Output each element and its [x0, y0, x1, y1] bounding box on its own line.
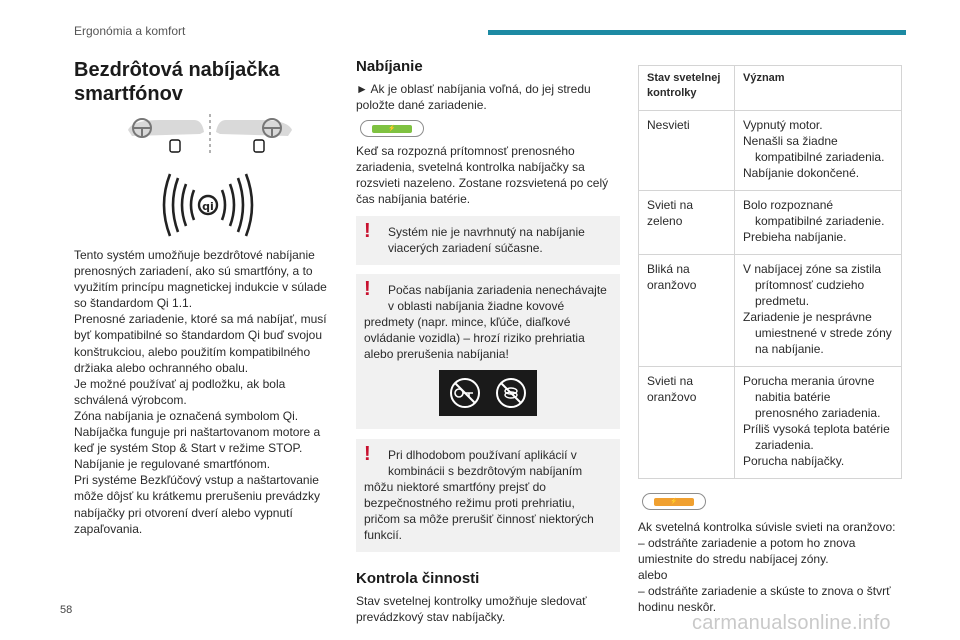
table-header-cell: Význam [735, 66, 902, 111]
charger-location-icon [170, 140, 180, 152]
page-title [74, 58, 336, 106]
warning-icon: ! [364, 220, 371, 242]
table-cell-state: Svieti na zeleno [639, 191, 735, 255]
orange-remedy-text: Ak svetelná kontrolka súvisle svieti na oranžovo: – odstráňte zariadenie a potom ho znova umiestnite do stredu nabíjacej zóny. alebo – odstráňte zariadenie a skúste to znova o štvrť hodinu neskôr. [638, 520, 896, 614]
section-heading-control: Kontrola činnosti [356, 570, 480, 587]
table-cell-meaning: Porucha merania úrovne nabitia batérie prenosného zariadenia. Príliš vysoká teplota batérie zariadenia. Porucha nabíjačky. [735, 367, 902, 479]
warning-box-metal-objects: ! Počas nabíjania zariadenia nenechávajte v oblasti nabíjania žiadne kovové predmety (napr. mince, kľúče, diaľkové ovládanie vozidla) – hrozí riziko prehriatia alebo prerušenia nabíjania! [356, 274, 620, 429]
lightning-icon: ⚡ [654, 498, 694, 506]
indicator-status-table [638, 65, 902, 479]
warning-box-overheating: ! Pri dlhodobom používaní aplikácií v kombinácii s bezdrôtovým nabíjaním môžu niektoré smartfóny prejsť do bezpečnostného režimu proti prehriatiu, pričom sa môže prerušiť činnosť niektorých funkcií. [356, 439, 620, 552]
lightning-icon: ⚡ [372, 125, 412, 133]
svg-text:qi: qi [202, 200, 214, 213]
warning-icon: ! [364, 443, 371, 465]
charger-location-icon [254, 140, 264, 152]
table-cell-meaning: Vypnutý motor. Nenašli sa žiadne kompatibilné zariadenia. Nabíjanie dokončené. [735, 111, 902, 191]
table-row [639, 191, 902, 255]
page-number: 58 [60, 604, 73, 616]
table-row [639, 367, 902, 479]
section-heading-charging: Nabíjanie [356, 58, 423, 75]
title-line: smartfónov [74, 83, 183, 105]
table-header-row [639, 66, 902, 111]
title-line: Bezdrôtová nabíjačka [74, 59, 280, 81]
car-interior-illustration [120, 112, 300, 164]
column-right [638, 58, 902, 615]
qi-wireless-icon [158, 172, 258, 238]
table-row [639, 255, 902, 367]
no-metal-objects-icon [439, 370, 537, 416]
detected-text: Keď sa rozpozná prítomnosť prenosného zariadenia, svetelná kontrolka nabíjačky sa rozsvieti nazeleno. Zostane rozsvietená po celý čas nabíjania batérie. [356, 144, 609, 206]
intro-text: Tento systém umožňuje bezdrôtové nabíjanie prenosných zariadení, ako sú smartfóny, a to využitím princípu magnetickej indukcie v súlade so štandardom Qi 1.1. Prenosné zariadenie, ktoré sa má nabíjať, musí byť kompatibilné so štandardom Qi buď svojou konštrukciou, alebo použitím kompatibilného držiaka alebo ochranného obalu. Je možné používať aj podložku, ak bola schválená výrobcom. Zóna nabíjania je označená symbolom Qi. Nabíjačka funguje pri naštartovanom motore a keď je systém Stop & Start v režime STOP. Nabíjanie je regulované smartfónom. Pri systéme Bezkľúčový vstup a naštartovanie môže dôjsť ku krátkemu prerušeniu prevádzky nabíjačky pri otvorení dverí alebo vypnutí zapaľovania. [74, 248, 327, 536]
charger-indicator-orange [642, 493, 706, 510]
table-cell-state: Bliká na oranžovo [639, 255, 735, 367]
table-header-cell: Stav svetelnej kontrolky [639, 66, 735, 111]
column-left [74, 58, 336, 536]
warning-box-single-device: ! Systém nie je navrhnutý na nabíjanie viacerých zariadení súčasne. [356, 216, 620, 265]
charger-indicator-green [360, 120, 424, 137]
table-cell-state: Svieti na oranžovo [639, 367, 735, 479]
control-text: Stav svetelnej kontrolky umožňuje sledovať prevádzkový stav nabíjačky. [356, 594, 587, 624]
table-cell-state: Nesvieti [639, 111, 735, 191]
charging-step: ► Ak je oblasť nabíjania voľná, do jej stredu položte dané zariadenie. [356, 82, 591, 112]
table-cell-meaning: V nabíjacej zóne sa zistila prítomnosť cudzieho predmetu. Zariadenie je nesprávne umiestnené v strede zóny na nabíjanie. [735, 255, 902, 367]
header-accent-bar [488, 30, 906, 35]
running-header: Ergonómia a komfort [74, 24, 186, 38]
table-row [639, 111, 902, 191]
table-cell-meaning: Bolo rozpoznané kompatibilné zariadenie. Prebieha nabíjanie. [735, 191, 902, 255]
warning-icon: ! [364, 278, 371, 300]
column-middle [356, 58, 620, 625]
watermark: carmanualsonline.info [692, 612, 891, 634]
